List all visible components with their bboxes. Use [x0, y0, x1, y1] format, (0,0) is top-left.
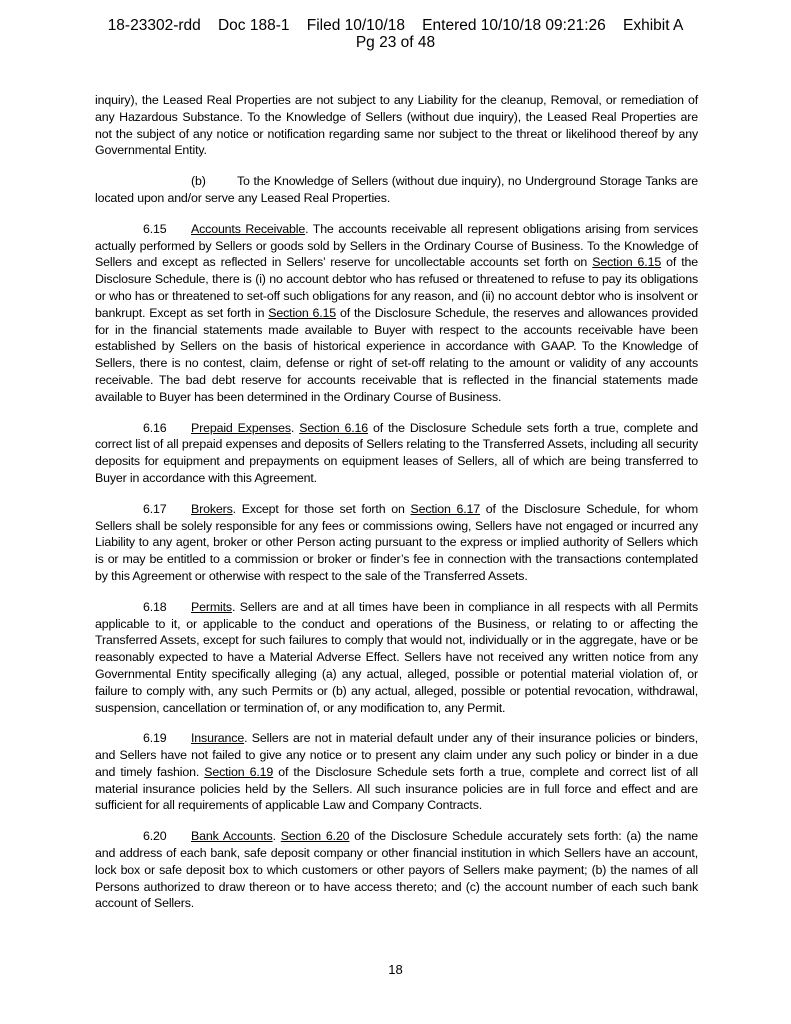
document-body	[95, 92, 698, 926]
section-text: of the Disclosure Schedule, there is (i) no account debtor who has refused or threatened to refuse to pay its obligations or who has or threatened to set-off such obligations for any reason, and (ii) no account debtor who is insolvent or bankrupt. Except as set forth in	[95, 255, 698, 320]
section-reference: Section 6.16	[299, 420, 369, 435]
section-text: of the Disclosure Schedule, for whom Sellers shall be solely responsible for any fees or commissions owing, Sellers have not engaged or incurred any Liability to any agent, broker or other Person acting pursuant to the express or implied authority of Sellers which is or may be entitled to a commission or broker or finder’s fee in connection with the transactions contemplated by this Agreement or otherwise with respect to the sale of the Transferred Assets.	[95, 501, 699, 583]
subsection-text: To the Knowledge of Sellers (without due inquiry), no Underground Storage Tanks are located upon and/or serve any Leased Real Properties.	[95, 174, 698, 205]
section-text: . Sellers are and at all times have been in compliance in all respects with all Permits applicable to it, or applicable to the conduct and operations of the Business, or relating to or affecting the Transferred Assets, except for such failures to comply that would not, individually or in the aggregate, have or be reasonably expected to have a Material Adverse Effect. Sellers have not received any written notice from any Governmental Entity specifically alleging (a) any actual, alleged, possible or potential material violation of, or failure to comply with, any such Permits or (b) any actual, alleged, possible or potential revocation, withdrawal, suspension, cancellation or termination of, or any modification to, any Permit.	[95, 599, 698, 715]
section-number: 6.16	[143, 420, 167, 435]
section-reference: Section 6.15	[268, 305, 337, 320]
section-6-17-brokers	[95, 501, 698, 585]
section-text: of the Disclosure Schedule accurately sets forth: (a) the name and address of each bank, safe deposit company or other financial institution in which Sellers have an account, lock box or safe deposit box to which customers or other payors of Sellers make payment; (b) the names of all Persons authorized to draw thereon or to have access thereto; and (c) the account number of each such bank account of Sellers.	[95, 829, 698, 911]
section-title: Bank Accounts	[191, 829, 273, 844]
section-6-20-bank-accounts	[95, 828, 698, 912]
section-title: Insurance	[191, 731, 245, 746]
section-reference: Section 6.17	[410, 501, 481, 516]
section-title: Accounts Receivable	[191, 221, 306, 236]
section-reference: Section 6.19	[204, 764, 274, 779]
section-text: . Except for those set forth on	[232, 501, 411, 516]
page-count-line: Pg 23 of 48	[355, 34, 436, 51]
section-text: . Sellers are not in material default under any of their insurance policies or binders, and Sellers have not failed to give any notice or to present any claim under any such policy or binder in a due and timely fashion.	[95, 731, 698, 779]
section-text: of the Disclosure Schedule sets forth a true, complete and correct list of all material insurance policies held by the Sellers. All such insurance policies are in full force and effect and are sufficient for all requirements of applicable Law and Company Contracts.	[95, 764, 698, 813]
section-text: .	[290, 420, 300, 435]
section-title: Permits	[191, 599, 232, 614]
section-6-15-accounts-receivable	[95, 221, 698, 406]
paragraph-continuation: inquiry), the Leased Real Properties are not subject to any Liability for the cleanup, Removal, or remediation of any Hazardous Substance. To the Knowledge of Sellers (without due inquiry), the Leased Real Properties are not the subject of any notice or notification regarding same nor subject to the threat or likelihood thereof by any Governmental Entity.	[95, 93, 698, 158]
page-number: 18	[388, 962, 403, 977]
section-reference: Section 6.20	[280, 829, 350, 844]
section-text: .	[272, 829, 281, 844]
court-filing-header	[0, 17, 791, 51]
section-number: 6.18	[143, 599, 167, 614]
section-text: of the Disclosure Schedule, the reserves and allowances provided for in the financial statements made available to Buyer with respect to the accounts receivable have been established by Sellers on the basis of historical experience in accordance with GAAP. To the Knowledge of Sellers, there is no contest, claim, defense or right of set-off relating to the amount or validity of any accounts receivable. The bad debt reserve for accounts receivable that is reflected in the financial statements made available to Buyer has been determined in the Ordinary Course of Business.	[95, 305, 698, 404]
section-title: Prepaid Expenses	[191, 420, 291, 435]
filing-info-line: 18-23302-rdd Doc 188-1 Filed 10/10/18 Entered 10/10/18 09:21:26 Exhibit A	[107, 17, 684, 34]
section-number: 6.19	[143, 731, 167, 746]
section-6-19-insurance	[95, 730, 698, 814]
subsection-label: (b)	[191, 174, 206, 189]
section-number: 6.20	[143, 829, 167, 844]
section-number: 6.15	[143, 221, 167, 236]
section-text: . The accounts receivable all represent obligations arising from services actually performed by Sellers or goods sold by Sellers in the Ordinary Course of Business. To the Knowledge of Sellers and except as reflected in Sellers’ reserve for uncollectable accounts set forth on	[95, 221, 698, 270]
section-title: Brokers	[191, 501, 233, 516]
section-number: 6.17	[143, 501, 167, 516]
paragraph-subsection-b	[95, 173, 698, 207]
section-text: of the Disclosure Schedule sets forth a true, complete and correct list of all prepaid expenses and deposits of Sellers relating to the Transferred Assets, including all security deposits for equipment and prepayments on equipment leases of Sellers, all of which are being transferred to Buyer in accordance with this Agreement.	[95, 420, 698, 485]
section-reference: Section 6.15	[592, 255, 662, 270]
section-6-16-prepaid-expenses	[95, 420, 698, 487]
section-6-18-permits	[95, 599, 698, 717]
